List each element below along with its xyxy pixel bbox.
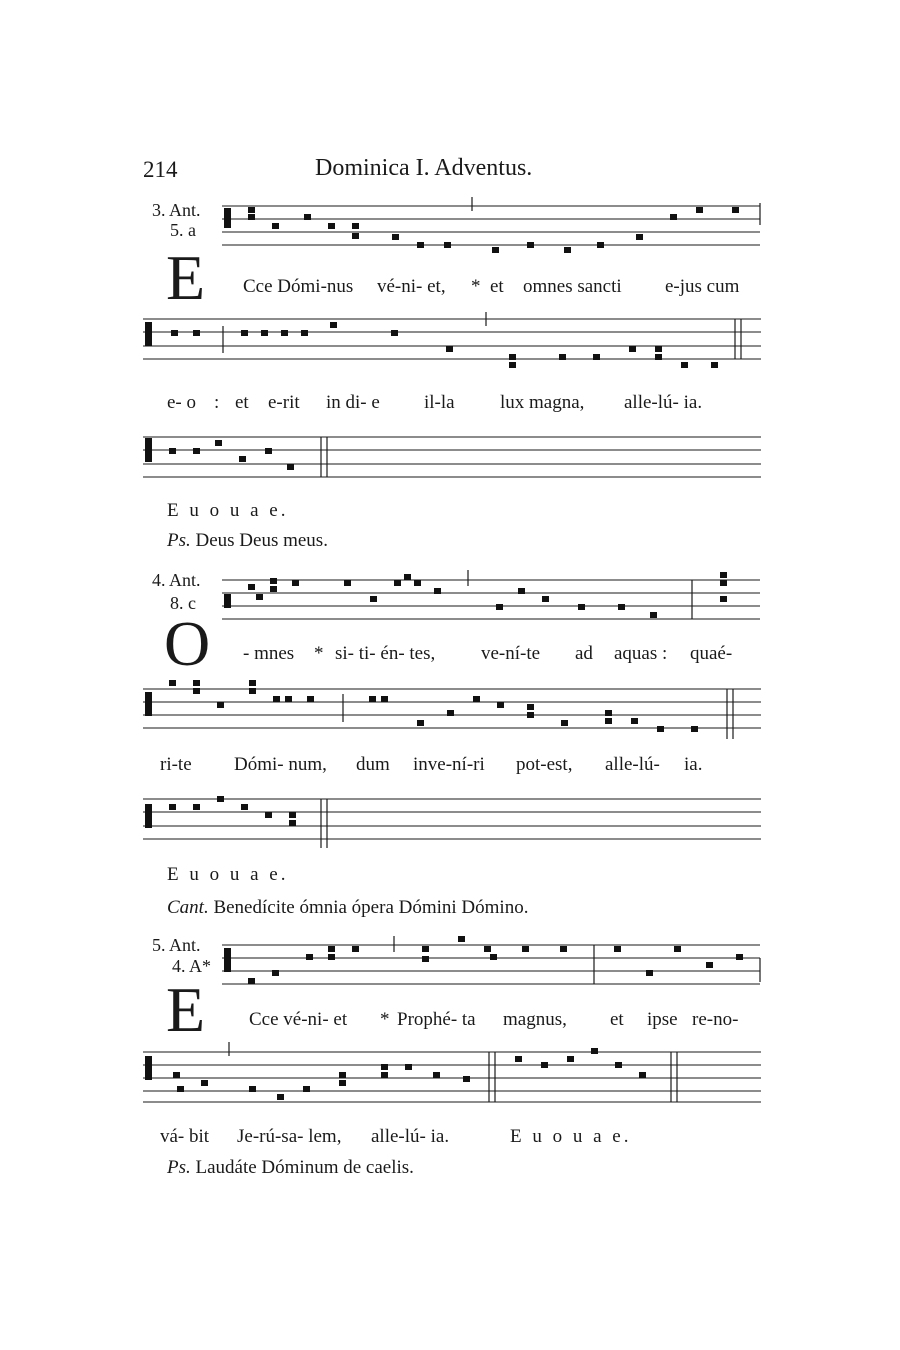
- antiphon3-lyric-2c: et: [235, 392, 249, 413]
- antiphon5-lyric-1f: ipse: [647, 1009, 678, 1030]
- antiphon3-mode: 5. a: [170, 220, 196, 240]
- antiphon3-psalm: [167, 530, 328, 552]
- antiphon4-canticle-prefix: Cant.: [167, 897, 209, 918]
- antiphon5-euouae: E u o u a e.: [510, 1126, 632, 1147]
- antiphon4-mode: 8. c: [170, 593, 196, 613]
- antiphon3-lyric-1a: Cce Dómi-nus: [243, 276, 354, 297]
- antiphon5-lyric-1c: Prophé- ta: [397, 1009, 476, 1030]
- antiphon4-lyric-2g: ia.: [684, 754, 703, 775]
- antiphon4-lyric-1e: ad: [575, 643, 593, 664]
- antiphon3-initial: E: [166, 242, 206, 313]
- antiphon5-initial: E: [166, 974, 206, 1045]
- antiphon4-staff-1: [222, 560, 762, 630]
- antiphon3-lyric-1d: et: [490, 276, 504, 297]
- antiphon5-psalm-text: Laudáte Dóminum de caelis.: [195, 1157, 414, 1178]
- antiphon4-lyric-1c: si- ti- én- tes,: [335, 643, 436, 664]
- antiphon3-lyric-2e: in di- e: [326, 392, 380, 413]
- antiphon5-psalm-prefix: Ps.: [167, 1157, 191, 1178]
- antiphon3-psalm-prefix: Ps.: [167, 530, 191, 551]
- antiphon4-lyric-2f: alle-lú-: [605, 754, 660, 775]
- antiphon5-lyric-1d: magnus,: [503, 1009, 567, 1030]
- antiphon3-lyric-2f: il-la: [424, 392, 455, 413]
- antiphon4-canticle-text: Benedícite ómnia ópera Dómini Dómino.: [213, 897, 529, 918]
- antiphon5-lyric-1g: re-no-: [692, 1009, 739, 1030]
- antiphon4-lyric-2d: inve-ní-ri: [413, 754, 485, 775]
- antiphon4-lyric-2a: ri-te: [160, 754, 192, 775]
- antiphon3-lyric-2b: :: [214, 392, 220, 413]
- antiphon3-lyric-1e: omnes sancti: [523, 276, 622, 297]
- antiphon5-lyric-2b: Je-rú-sa- lem,: [237, 1126, 342, 1147]
- antiphon3-lyric-2g: lux magna,: [500, 392, 585, 413]
- antiphon4-lyric-1d: ve-ní-te: [481, 643, 541, 664]
- antiphon3-label: 3. Ant.: [152, 200, 201, 220]
- antiphon4-euouae-notes: [169, 796, 296, 826]
- antiphon4-euouae: E u o u a e.: [167, 864, 289, 885]
- antiphon3-euouae-staff: [143, 428, 763, 488]
- antiphon4-initial: O: [164, 608, 211, 679]
- antiphon3-notes-1: [248, 207, 739, 253]
- antiphon4-lyric-1b: *: [314, 643, 324, 664]
- antiphon5-staff-2: [143, 1040, 763, 1120]
- antiphon5-lyric-2c: alle-lú- ia.: [371, 1126, 450, 1147]
- antiphon3-staff-1: [222, 195, 762, 255]
- antiphon5-lyric-1a: Cce vé-ni- et: [249, 1009, 348, 1030]
- antiphon3-lyric-1c: *: [471, 276, 481, 297]
- antiphon5-mode: 4. A*: [172, 956, 212, 976]
- page-number: 214: [143, 157, 178, 182]
- antiphon5-notes-1: [248, 936, 743, 984]
- antiphon3-staff-2: [143, 310, 763, 370]
- antiphon3-lyric-2h: alle-lú- ia.: [624, 392, 703, 413]
- antiphon5-label: 5. Ant.: [152, 935, 201, 955]
- antiphon4-notes-1: [248, 572, 727, 618]
- antiphon4-lyric-1f: aquas :: [614, 643, 668, 664]
- page-title: Dominica I. Adventus.: [315, 155, 533, 181]
- antiphon3-euouae: E u o u a e.: [167, 500, 289, 521]
- antiphon5-lyric-1b: *: [380, 1009, 390, 1030]
- antiphon4-lyric-1a: - mnes: [243, 643, 295, 664]
- antiphon3-lyric-2a: e- o: [167, 392, 197, 413]
- antiphon4-lyric-2e: pot-est,: [516, 754, 573, 775]
- antiphon3-euouae-notes: [169, 440, 294, 470]
- antiphon3-psalm-text: Deus Deus meus.: [195, 530, 328, 551]
- antiphon5-lyric-2a: vá- bit: [160, 1126, 210, 1147]
- antiphon4-lyric-2b: Dómi- num,: [234, 754, 327, 775]
- antiphon3-lyric-2d: e-rit: [268, 392, 300, 413]
- antiphon4-lyric-2c: dum: [356, 754, 390, 775]
- antiphon3-lyric-1b: vé-ni- et,: [377, 276, 446, 297]
- antiphon4-canticle: [167, 897, 528, 919]
- antiphon5-notes-2: [173, 1048, 646, 1100]
- antiphon4-lyric-1g: quaé-: [690, 643, 733, 664]
- antiphon3-notes-2: [171, 322, 718, 368]
- antiphon5-psalm: [167, 1157, 414, 1179]
- antiphon4-label: 4. Ant.: [152, 570, 201, 590]
- antiphon4-notes-2: [169, 680, 698, 732]
- antiphon4-staff-2: [143, 676, 763, 746]
- antiphon3-lyric-1f: e-jus cum: [665, 276, 740, 297]
- antiphon5-staff-1: [222, 930, 762, 1000]
- antiphon4-euouae-staff: [143, 790, 763, 850]
- antiphon5-lyric-1e: et: [610, 1009, 624, 1030]
